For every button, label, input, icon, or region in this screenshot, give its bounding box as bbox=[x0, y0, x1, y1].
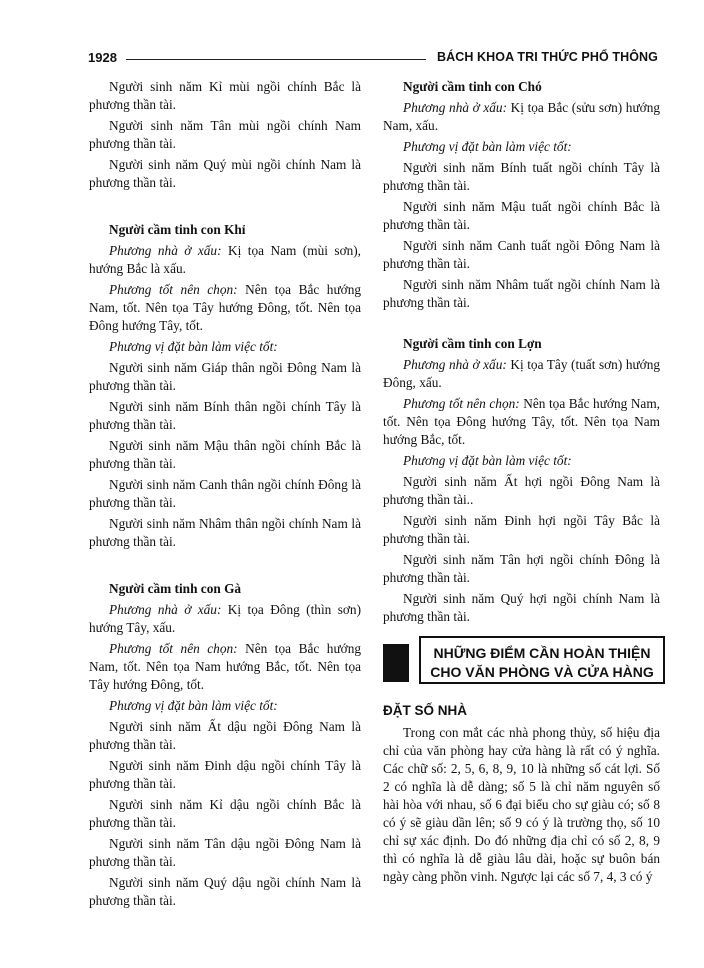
paragraph: Trong con mắt các nhà phong thủy, số hiệu địa chỉ của văn phòng hay cửa hàng là rất có ý nghĩa. Các chữ số: 2, 5, 6, 8, 9, 10 là những số cát lợi. Số 2 có nghĩa là dễ dàng; số 5 là chỉ năm nguyên số hài hòa với nhau, số 6 đại biểu cho sự giàu có; số 8 có ý sẽ giàu dần lên; số 9 có ý là trường thọ, số 10 chỉ sự xác định. Do đó những địa chỉ có số 2, 8, 9 thì có nghĩa là dễ giàu lâu dài, hoặc sự buôn bán ngày càng phồn vinh. Ngược lại các số 7, 4, 3 có ý bbox=[383, 725, 660, 884]
left-column bbox=[89, 78, 361, 913]
label-xau: Phương nhà ở xấu: bbox=[109, 602, 222, 617]
label-tot: Phương tốt nên chọn: bbox=[109, 641, 238, 656]
paragraph: Người sinh năm Đinh hợi ngồi Tây Bắc là phương thần tài. bbox=[383, 513, 660, 546]
label-tot: Phương tốt nên chọn: bbox=[403, 396, 520, 411]
paragraph: Người sinh năm Tân mùi ngồi chính Nam phương thần tài. bbox=[89, 118, 361, 151]
text-tot: Nên tọa Bắc hướng Nam, tốt. Nên tọa Đông hướng Tây, tốt. Nên tọa Nam hướng Bắc, tốt. bbox=[383, 396, 660, 447]
paragraph bbox=[383, 356, 660, 392]
section-title-box bbox=[383, 634, 660, 690]
text-xau: Kị tọa Bắc (sửu sơn) hướng Nam, xấu. bbox=[383, 100, 660, 133]
paragraph bbox=[383, 395, 660, 449]
paragraph: Người sinh năm Nhâm tuất ngồi chính Nam là phương thần tài. bbox=[383, 277, 660, 310]
section-title-line1: NHỮNG ĐIỂM CẦN HOÀN THIỆN bbox=[433, 645, 651, 661]
paragraph: Người sinh năm Mậu tuất ngồi chính Bắc là phương thần tài. bbox=[383, 199, 660, 232]
paragraph: Người sinh năm Mậu thân ngồi chính Bắc là phương thần tài. bbox=[89, 438, 361, 471]
paragraph: Người sinh năm Tân dậu ngồi Đông Nam là phương thần tài. bbox=[89, 836, 361, 869]
paragraph: Người sinh năm Quý hợi ngồi chính Nam là phương thần tài. bbox=[383, 591, 660, 624]
label-xau: Phương nhà ở xấu: bbox=[403, 100, 508, 115]
zodiac-heading-cho: Người cầm tinh con Chó bbox=[403, 79, 542, 94]
label-xau: Phương nhà ở xấu: bbox=[109, 243, 222, 258]
paragraph: Người sinh năm Tân hợi ngồi chính Đông là phương thần tài. bbox=[383, 552, 660, 585]
paragraph: Người sinh năm Ất dậu ngồi Đông Nam là phương thần tài. bbox=[89, 719, 361, 752]
text-tot: Nên tọa Bắc hướng Nam, tốt. Nên tọa Nam hướng Bắc, tốt. Nên tọa Tây hướng Đông, tốt. bbox=[89, 641, 361, 692]
label-xau: Phương nhà ở xấu: bbox=[403, 357, 507, 372]
paragraph: Người sinh năm Nhâm thân ngồi chính Nam là phương thần tài. bbox=[89, 516, 361, 549]
paragraph: Người sinh năm Quý mùi ngồi chính Nam là phương thần tài. bbox=[89, 157, 361, 190]
text-tot: Nên tọa Bắc hướng Nam, tốt. Nên tọa Tây hướng Đông, tốt. Nên tọa Đông hướng Tây, tốt. bbox=[89, 282, 361, 333]
section-title-frame bbox=[419, 636, 665, 684]
paragraph: Người sinh năm Đinh dậu ngồi chính Tây là phương thần tài. bbox=[89, 758, 361, 791]
header-rule bbox=[126, 59, 426, 60]
zodiac-heading-khi: Người cầm tinh con Khỉ bbox=[109, 222, 246, 237]
paragraph: Người sinh năm Quý dậu ngồi chính Nam là phương thần tài. bbox=[89, 875, 361, 908]
paragraph: Người sinh năm Kỉ mùi ngồi chính Bắc là phương thần tài. bbox=[89, 79, 361, 112]
page-number: 1928 bbox=[88, 50, 117, 65]
paragraph bbox=[89, 601, 361, 637]
running-title: BÁCH KHOA TRI THỨC PHỔ THÔNG bbox=[436, 50, 658, 64]
label-ban: Phương vị đặt bàn làm việc tốt: bbox=[109, 698, 278, 713]
text-xau: Kị tọa Tây (tuất sơn) hướng Đông, xấu. bbox=[383, 357, 660, 390]
paragraph: Người sinh năm Ất hợi ngồi Đông Nam là phương thần tài.. bbox=[383, 474, 660, 507]
paragraph: Người sinh năm Kỉ dậu ngồi chính Bắc là phương thần tài. bbox=[89, 797, 361, 830]
paragraph bbox=[89, 281, 361, 335]
zodiac-heading-lon: Người cầm tinh con Lợn bbox=[403, 336, 542, 351]
text-xau: Kị tọa Nam (mùi sơn), hướng Bắc là xấu. bbox=[89, 243, 361, 276]
paragraph: Người sinh năm Canh thân ngồi chính Đông là phương thần tài. bbox=[89, 477, 361, 510]
right-column bbox=[383, 78, 660, 889]
section-marker bbox=[383, 644, 409, 682]
paragraph: Người sinh năm Bính thân ngồi chính Tây là phương thần tài. bbox=[89, 399, 361, 432]
section-title-line2: CHO VĂN PHÒNG VÀ CỬA HÀNG bbox=[430, 664, 654, 680]
label-ban: Phương vị đặt bàn làm việc tốt: bbox=[403, 139, 572, 154]
paragraph bbox=[89, 640, 361, 694]
paragraph bbox=[383, 99, 660, 135]
paragraph: Người sinh năm Bính tuất ngồi chính Tây là phương thần tài. bbox=[383, 160, 660, 193]
label-tot: Phương tốt nên chọn: bbox=[109, 282, 238, 297]
subsection-heading: ĐẶT SỐ NHÀ bbox=[383, 703, 467, 718]
page-header bbox=[88, 50, 658, 68]
paragraph bbox=[89, 242, 361, 278]
zodiac-heading-ga: Người cầm tinh con Gà bbox=[109, 581, 242, 596]
label-ban: Phương vị đặt bàn làm việc tốt: bbox=[109, 339, 278, 354]
text-xau: Kị tọa Đông (thìn sơn) hướng Tây, xấu. bbox=[89, 602, 361, 635]
paragraph: Người sinh năm Giáp thân ngồi Đông Nam là phương thần tài. bbox=[89, 360, 361, 393]
label-ban: Phương vị đặt bàn làm việc tốt: bbox=[403, 453, 572, 468]
paragraph: Người sinh năm Canh tuất ngồi Đông Nam là phương thần tài. bbox=[383, 238, 660, 271]
